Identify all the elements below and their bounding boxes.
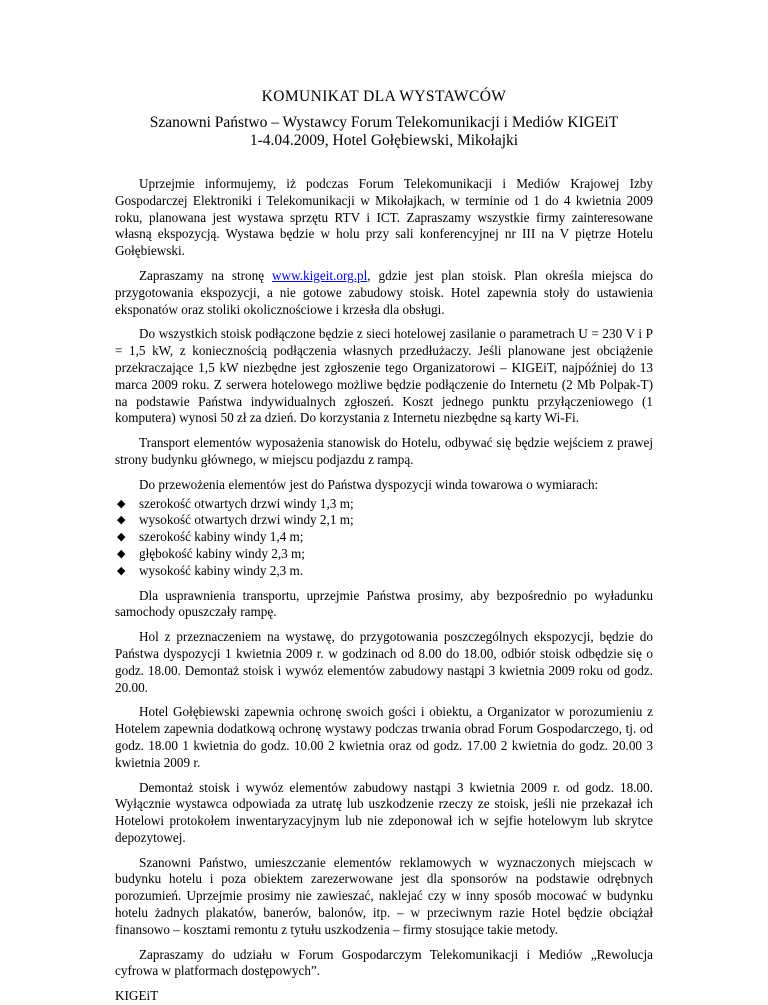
diamond-bullet-icon: ◆ — [117, 497, 126, 510]
signature: KIGEiT — [115, 988, 159, 1004]
diamond-bullet-icon: ◆ — [117, 531, 126, 544]
paragraph-elevator-intro: Do przewożenia elementów jest do Państwa dyspozycji winda towarowa o wymiarach: — [139, 476, 599, 492]
list-item: ◆ głębokość kabiny windy 2,3 m; — [117, 545, 305, 561]
paragraph-hall-schedule: Hol z przeznaczeniem na wystawę, do przygotowania poszczególnych ekspozycji, będzie do Państwa dyspozycji 1 kwietnia 2009 r. w godzinach od 8.00 do 18.00, odbiór stoisk odbędzie się o godz. 18.00. Demontaż stoisk i wywóz elementów zabudowy nastąpi 3 kwietnia 2009 roku od godz. 20.00. — [115, 629, 653, 695]
subtitle-line-2: 1-4.04.2009, Hotel Gołębiewski, Mikołajki — [249, 132, 519, 149]
paragraph-intro: Uprzejmie informujemy, iż podczas Forum Telekomunikacji i Mediów Krajowej Izby Gospodarczej Elektroniki i Telekomunikacji w Mikołajkach, w terminie od 1 do 4 kwietnia 2009 roku, planowana jest wystawa sprzętu RTV i ICT. Zapraszamy wszystkie firmy zainteresowane własną ekspozycją. Wystawa będzie w holu przy sali konferencyjnej nr III na V piętrze Hotelu Gołębiewski. — [115, 176, 653, 259]
diamond-bullet-icon: ◆ — [117, 514, 126, 527]
list-item: ◆ szerokość otwartych drzwi windy 1,3 m; — [117, 495, 354, 511]
diamond-bullet-icon: ◆ — [117, 547, 126, 560]
list-item: ◆ wysokość otwartych drzwi windy 2,1 m; — [117, 512, 354, 528]
paragraph-ramp: Dla usprawnienia transportu, uprzejmie Państwa prosimy, aby bezpośrednio po wyładunku samochody opuszczały rampę. — [115, 587, 653, 620]
kigeit-website-link[interactable]: www.kigeit.org.pl — [272, 267, 368, 283]
subtitle-line-1: Szanowni Państwo – Wystawcy Forum Telekomunikacji i Mediów KIGEiT — [149, 114, 619, 131]
document-subtitle — [115, 114, 653, 150]
paragraph-stand-plan-text-1: Zapraszamy na stronę — [139, 267, 273, 283]
elevator-dimensions-list — [115, 496, 653, 580]
diamond-bullet-icon: ◆ — [117, 564, 126, 577]
paragraph-power-internet: Do wszystkich stoisk podłączone będzie z sieci hotelowej zasilanie o parametrach U = 230 V i P = 1,5 kW, z koniecznością podłączenia własnych przedłużaczy. Jeśli planowane jest obciążenie przekraczające 1,5 kW niezbędne jest zgłoszenie tego Organizatorowi – KIGEiT, najpóźniej do 13 marca 2009 roku. Z serwera hotelowego możliwe będzie podłączenie do Internetu (2 Mb Polpak-T) na podstawie Państwa indywidualnych zgłoszeń. Koszt jednego punktu przyłączeniowego (1 komputera) wynosi 50 zł za dzień. Do korzystania z Internetu niezbędne są karty Wi-Fi. — [115, 326, 653, 426]
document-page — [115, 88, 653, 1005]
paragraph-security: Hotel Gołębiewski zapewnia ochronę swoich gości i obiektu, a Organizator w porozumieniu z Hotelem zapewnia dodatkową ochronę wystawy podczas trwania obrad Forum Gospodarczego, tj. od godz. 18.00 1 kwietnia do godz. 10.00 2 kwietnia oraz od godz. 17.00 2 kwietnia do godz. 20.00 3 kwietnia 2009 r. — [115, 704, 653, 770]
list-item: ◆ wysokość kabiny windy 2,3 m. — [117, 562, 304, 578]
document-title: KOMUNIKAT DLA WYSTAWCÓW — [261, 88, 507, 105]
list-item: ◆ szerokość kabiny windy 1,4 m; — [117, 529, 304, 545]
paragraph-invitation: Zapraszamy do udziału w Forum Gospodarczym Telekomunikacji i Mediów „Rewolucja cyfrowa w platformach dostępowych”. — [115, 946, 653, 979]
paragraph-stand-plan-text-2: , gdzie jest plan stoisk. Plan określa miejsca do przygotowania ekspozycji, a nie gotowe zabudowy stoisk. Hotel zapewnia stoły do ustawienia eksponatów oraz stoliki okolicznościowe i krzesła dla obsługi. — [115, 267, 653, 317]
paragraph-transport: Transport elementów wyposażenia stanowisk do Hotelu, odbywać się będzie wejściem z prawej strony budynku głównego, w miejscu podjazdu z rampą. — [115, 435, 653, 467]
paragraph-stand-plan — [115, 268, 653, 318]
paragraph-dismantling: Demontaż stoisk i wywóz elementów zabudowy nastąpi 3 kwietnia 2009 r. od godz. 18.00. Wyłącznie wystawca odpowiada za utratę lub uszkodzenie rzeczy ze stoisk, jeśli nie przekazał ich Hotelowi protokołem inwentaryzacyjnym lub nie zdeponował ich w sejfie hotelowym lub skrytce depozytowej. — [115, 779, 653, 845]
paragraph-advertising: Szanowni Państwo, umieszczanie elementów reklamowych w wyznaczonych miejscach w budynku hotelu i poza obiektem zarezerwowane jest dla sponsorów na podstawie odrębnych porozumień. Uprzejmie prosimy nie zawieszać, naklejać czy w inny sposób mocować w budynku hotelu żadnych plakatów, banerów, balonów, itp. – w przeciwnym razie Hotel będzie obciążał finansowo – kosztami remontu z tytułu uszkodzenia – firmy stosujące takie metody. — [115, 854, 653, 937]
